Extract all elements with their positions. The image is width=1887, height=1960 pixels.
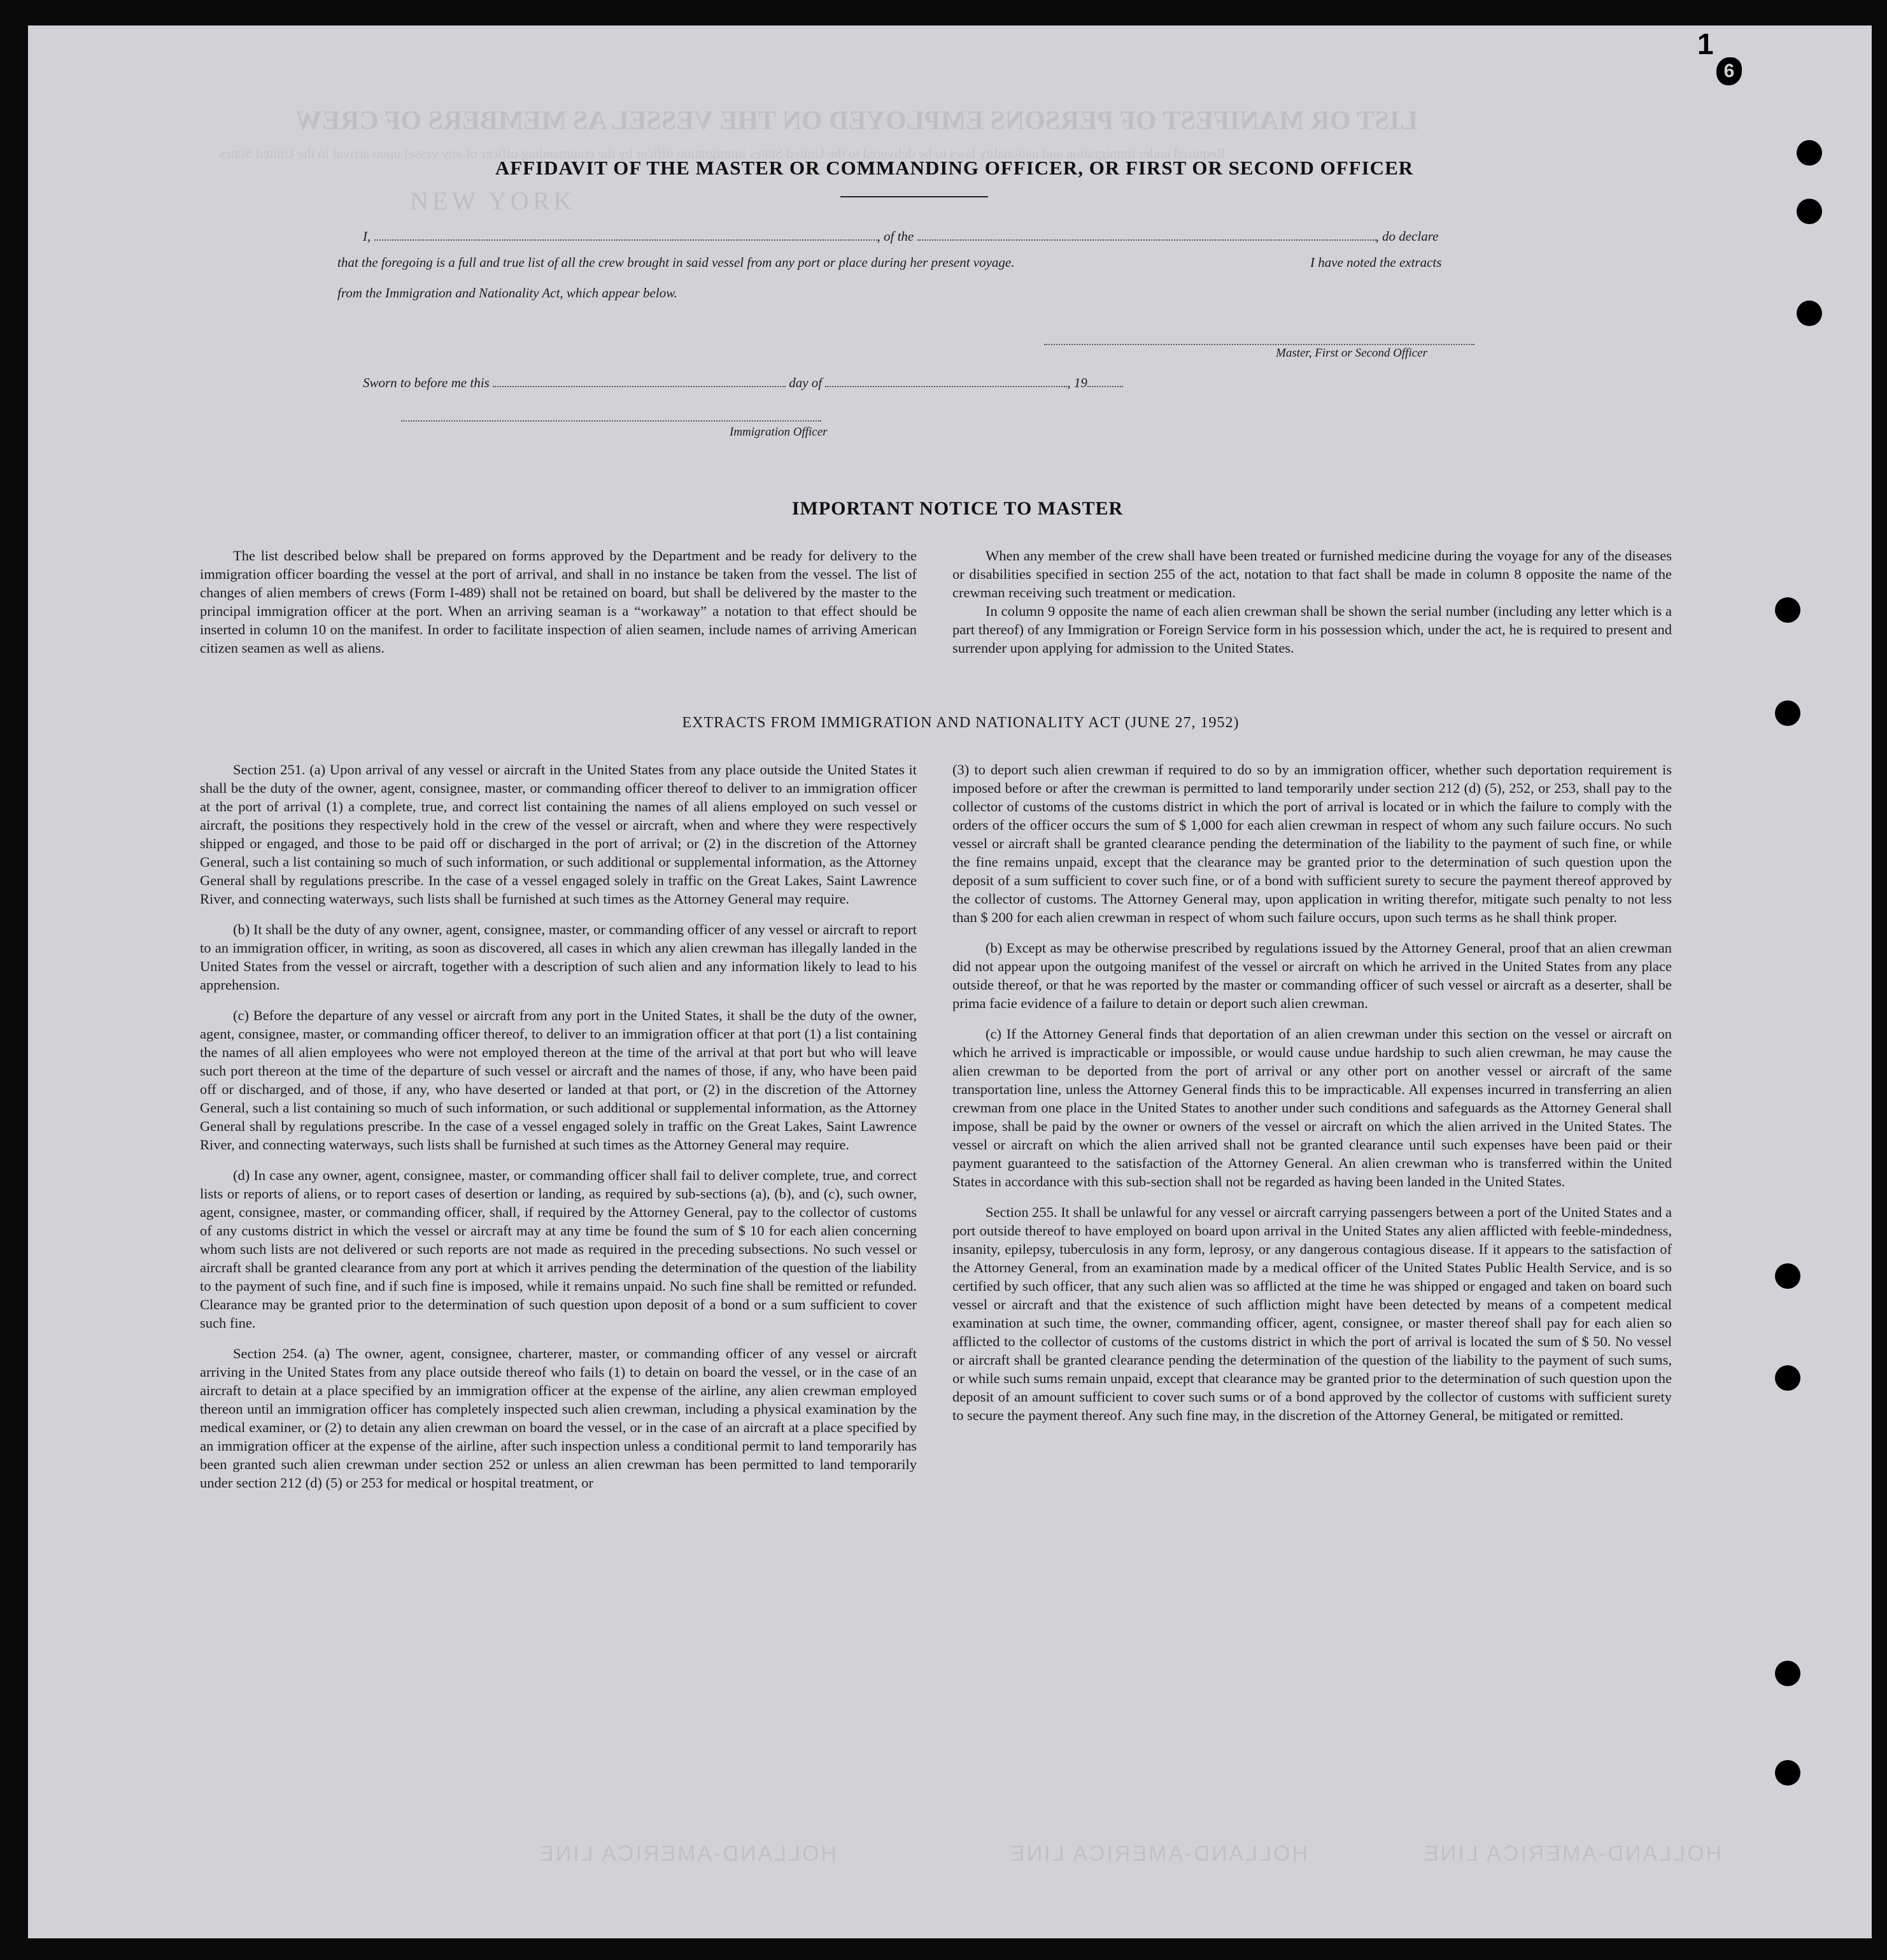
sworn-line <box>363 374 1123 391</box>
extracts-right-column <box>952 760 1672 1437</box>
punch-hole <box>1775 700 1800 726</box>
page-number: 1 <box>1697 27 1714 60</box>
punch-hole <box>1797 199 1822 224</box>
extracts-title: EXTRACTS FROM IMMIGRATION AND NATIONALITY ACT (JUNE 27, 1952) <box>682 714 1240 731</box>
notice-right <box>952 546 1672 669</box>
officer-signature-line[interactable] <box>401 420 821 422</box>
affidavit-i-label: I, <box>363 229 371 244</box>
day-of-label: day of <box>789 375 823 390</box>
stamp-holland-america: HOLLAND-AMERICA LINE <box>537 1842 837 1866</box>
punch-hole <box>1775 1760 1800 1786</box>
ghost-header: LIST OR MANIFEST OF PERSONS EMPLOYED ON THE VESSEL AS MEMBERS OF CREW <box>295 106 1418 136</box>
affidavit-line-2-right: I have noted the extracts <box>1310 255 1442 270</box>
signature-line[interactable] <box>1044 344 1474 345</box>
corner-mark: 6 <box>1716 57 1742 85</box>
notice-title: IMPORTANT NOTICE TO MASTER <box>791 498 1124 519</box>
affidavit-line-1 <box>363 228 1438 245</box>
title-rule <box>840 196 988 197</box>
sworn-year-blank[interactable] <box>1087 374 1123 387</box>
section-251-a: Section 251. (a) Upon arrival of any vessel or aircraft in the United States from any place outside the United States it shall be the duty of the owner, agent, consignee, master, or commanding officer thereof to deliver to an immigration officer at the port of arrival (1) a complete, true, and correct list containing the names of all aliens employed on such vessel or aircraft, the positions they respectively hold in the crew of the vessel or aircraft, when and where they were respectively shipped or engaged, and those to be paid off or discharged in the port of arrival; or (2) in the discretion of the Attorney General, such a list containing so much of such information, or such additional or supplemental information, as the Attorney General shall by regulations prescribe. In the case of a vessel engaged solely in traffic on the Great Lakes, Saint Lawrence River, and connecting waterways, such lists shall be furnished at such times as the Attorney General may require. <box>200 762 917 907</box>
name-blank[interactable] <box>374 228 877 241</box>
affidavit-line-3: from the Immigration and Nationality Act, which appear below. <box>337 285 677 301</box>
notice-right-paragraph-2: In column 9 opposite the name of each alien crewman shall be shown the serial number (including any letter which is a part thereof) of any Immigration or Foreign Service form in his possession which, under the act, he is required to present and surrender upon applying for admission to the United States. <box>952 603 1672 656</box>
section-251-b: (b) It shall be the duty of any owner, agent, consignee, master, or commanding officer of any vessel or aircraft to report to an immigration officer, in writing, as soon as discovered, all cases in which any alien crewman has illegally landed in the United States from the vessel or aircraft, together with a description of such alien and any information likely to lead to his apprehension. <box>200 921 917 993</box>
section-254-a: Section 254. (a) The owner, agent, consignee, charterer, master, or commanding officer of any vessel or aircraft arriving in the United States from any place outside thereof who fails (1) to detain on board the vessel, or in the case of an aircraft to detain at a place specified by an immigration officer at the expense of the airline, any alien crewman employed thereon until an immigration officer has completely inspected such alien crewman, including a physical examination by the medical examiner, or (2) to detain any alien crewman on board the vessel, or in the case of an aircraft at a place specified by an immigration officer at the expense of the airline, after such inspection unless a conditional permit to land temporarily has been granted such alien crewman under section 252 or unless an alien crewman has been permitted to land temporarily under section 212 (d) (5) or 253 for medical or hospital treatment, or <box>200 1346 917 1491</box>
sworn-label: Sworn to before me this <box>363 375 490 390</box>
section-254-a-continued: (3) to deport such alien crewman if required to do so by an immigration officer, whether such deportation requirement is imposed before or after the crewman is permitted to land temporarily under section 212 (d) (5), 252, or 253, shall pay to the collector of customs of the customs district in which the port of arrival is located or in which the failure to comply with the orders of the officer occurs the sum of $ 1,000 for each alien crewman in respect of whom any such failure occurs. No such vessel or aircraft shall be granted clearance pending the determination of the liability to the payment of such fine, or while the fine remains unpaid, except that the clearance may be granted prior to the determination of such question upon the deposit of a sum sufficient to cover such fine, or of a bond with sufficient surety to secure the payment thereof approved by the collector of customs. The Attorney General may, upon application in writing therefor, mitigate such penalty to not less than $ 200 for each alien crewman in respect of whom such failure occurs, upon such terms as he shall think proper. <box>952 762 1672 925</box>
extracts-left-column <box>200 760 917 1504</box>
section-251-d: (d) In case any owner, agent, consignee, master, or commanding officer shall fail to deliver complete, true, and correct lists or reports of aliens, or to report cases of desertion or landing, as required by sub-sections (a), (b), and (c), such owner, agent, consignee, master, or commanding officer, shall, if required by the Attorney General, pay to the collector of customs of any customs district in which the vessel or aircraft may at any time be found the sum of $ 10 for each alien concerning whom such lists are not delivered or such reports are not made as required in the preceding subsections. No such vessel or aircraft shall be granted clearance from any port at which it arrives pending the determination of the question of the liability to the payment of such fine, and if such fine is imposed, while it remains unpaid. No such fine shall be remitted or refunded. Clearance may be granted prior to the determination of such question upon deposit of a bond or a sum sufficient to cover such fine. <box>200 1167 917 1331</box>
section-254-b: (b) Except as may be otherwise prescribed by regulations issued by the Attorney General, proof that an alien crewman did not appear upon the outgoing manifest of the vessel or aircraft on which he arrived in the United States from any place outside thereof, or that he was reported by the master or commanding officer of such vessel or aircraft as a deserter, shall be prima facie evidence of a failure to detain or deport such alien crewman. <box>952 940 1672 1011</box>
notice-right-paragraph-1: When any member of the crew shall have been treated or furnished medicine during the voyage for any of the diseases or disabilities specified in section 255 of the act, notation to that fact shall be made in column 8 opposite the name of the crewman receiving such treatment or medication. <box>952 548 1672 600</box>
vessel-blank[interactable] <box>917 228 1376 241</box>
affidavit-of-label: , of the <box>877 229 914 244</box>
section-251-c: (c) Before the departure of any vessel or aircraft from any port in the United States, it shall be the duty of the owner, agent, consignee, master, or commanding officer thereof, to deliver to an immigration officer at that port (1) a list containing the names of all alien employees who were not employed thereon at the time of the arrival at that port but who will leave such port thereon at the time of the departure of such vessel or aircraft and the names of those, if any, who have been paid off or discharged, and of those, if any, who have deserted or landed at that port, or (2) in the discretion of the Attorney General, such a list containing so much of such information, or such additional or supplemental information, as the Attorney General shall by regulations prescribe. In the case of a vessel engaged solely in traffic on the Great Lakes, Saint Lawrence River, and connecting waterways, such lists shall be furnished at such times as the Attorney General may require. <box>200 1007 917 1153</box>
officer-label: Immigration Officer <box>730 425 828 439</box>
punch-hole <box>1775 1365 1800 1391</box>
stamp-holland-america: HOLLAND-AMERICA LINE <box>1422 1842 1721 1866</box>
punch-hole <box>1775 1661 1800 1686</box>
section-254-c: (c) If the Attorney General finds that deportation of an alien crewman under this section on the vessel or aircraft on which he arrived is impracticable or impossible, or would cause undue hardship to such alien crewman, he may cause the alien crewman to be deported from the port of arrival or any other port on another vessel or aircraft of the same transportation line, unless the Attorney General finds this to be impracticable. All expenses incurred in transferring an alien crewman from one place in the United States to another under such conditions and safeguards as the Attorney General shall impose, shall be paid by the owner or owners of the vessel or aircraft on which the alien arrived in the United States. The vessel or aircraft on which the alien arrived shall not be granted clearance until such expenses have been paid or their payment guaranteed to the satisfaction of the Attorney General. An alien crewman who is transferred within the United States in accordance with this sub-section shall not be regarded as having been landed in the United States. <box>952 1026 1672 1189</box>
stamp-holland-america: HOLLAND-AMERICA LINE <box>1008 1842 1308 1866</box>
punch-hole <box>1797 140 1822 166</box>
affidavit-declare-label: , do declare <box>1375 229 1439 244</box>
signature-label: Master, First or Second Officer <box>1276 346 1428 360</box>
section-255: Section 255. It shall be unlawful for any vessel or aircraft carrying passengers between a port of the United States and a port outside thereof to have employed on board upon arrival in the United States any alien afflicted with feeble-mindedness, insanity, epilepsy, tuberculosis in any form, leprosy, or any dangerous contagious disease. If it appears to the satisfaction of the Attorney General, from an examination made by a medical officer of the United States Public Health Service, and is so certified by such officer, that any such alien was so afflicted at the time he was shipped or engaged and taken on board such vessel or aircraft and that the existence of such affliction might have been detected by means of a competent medical examination at such time, the owner, commanding officer, agent, consignee, or master thereof shall pay for each alien so afflicted to the collector of customs of the customs district in which the port of arrival is located the sum of $ 50. No vessel or aircraft shall be granted clearance pending the determination of the question of the liability to the payment of such sums, or while such sums remain unpaid, except that clearance may be granted prior to the determination of such question upon the deposit of an amount sufficient to cover such sums or of a bond approved by the collector of customs with sufficient surety to secure the payment thereof. Any such fine may, in the discretion of the Attorney General, be mitigated or remitted. <box>952 1204 1672 1423</box>
ghost-subheader: Required under immigration and nationality laws to be delivered to the United States immigration officer by the commanding officer of any vessel upon arrival in the United States <box>219 145 1226 161</box>
punch-hole <box>1797 301 1822 326</box>
punch-hole <box>1775 1263 1800 1289</box>
document-page <box>28 25 1872 1938</box>
affidavit-title: AFFIDAVIT OF THE MASTER OR COMMANDING OFFICER, OR FIRST OR SECOND OFFICER <box>495 157 1414 179</box>
affidavit-line-2 <box>337 255 1015 271</box>
ghost-port: NEW YORK <box>410 187 576 215</box>
affidavit-statement: that the foregoing is a full and true list of all the crew brought in said vessel from any port or place during her present voyage. <box>337 255 1015 270</box>
year-label: , 19 <box>1067 375 1087 390</box>
notice-left <box>200 546 917 669</box>
sworn-day-blank[interactable] <box>493 374 786 387</box>
notice-left-paragraph: The list described below shall be prepared on forms approved by the Department and be ready for delivery to the immigration officer boarding the vessel at the port of arrival, and shall in no instance be taken from the vessel. The list of changes of alien members of crews (Form I-489) shall not be retained on board, but shall be delivered by the master to the principal immigration officer at the port. When an arriving seaman is a “workaway” a notation to that effect should be inserted in column 10 on the manifest. In order to facilitate inspection of alien seamen, include names of arriving American citizen seamen as well as aliens. <box>200 548 917 656</box>
sworn-month-blank[interactable] <box>825 374 1067 387</box>
punch-hole <box>1775 597 1800 623</box>
